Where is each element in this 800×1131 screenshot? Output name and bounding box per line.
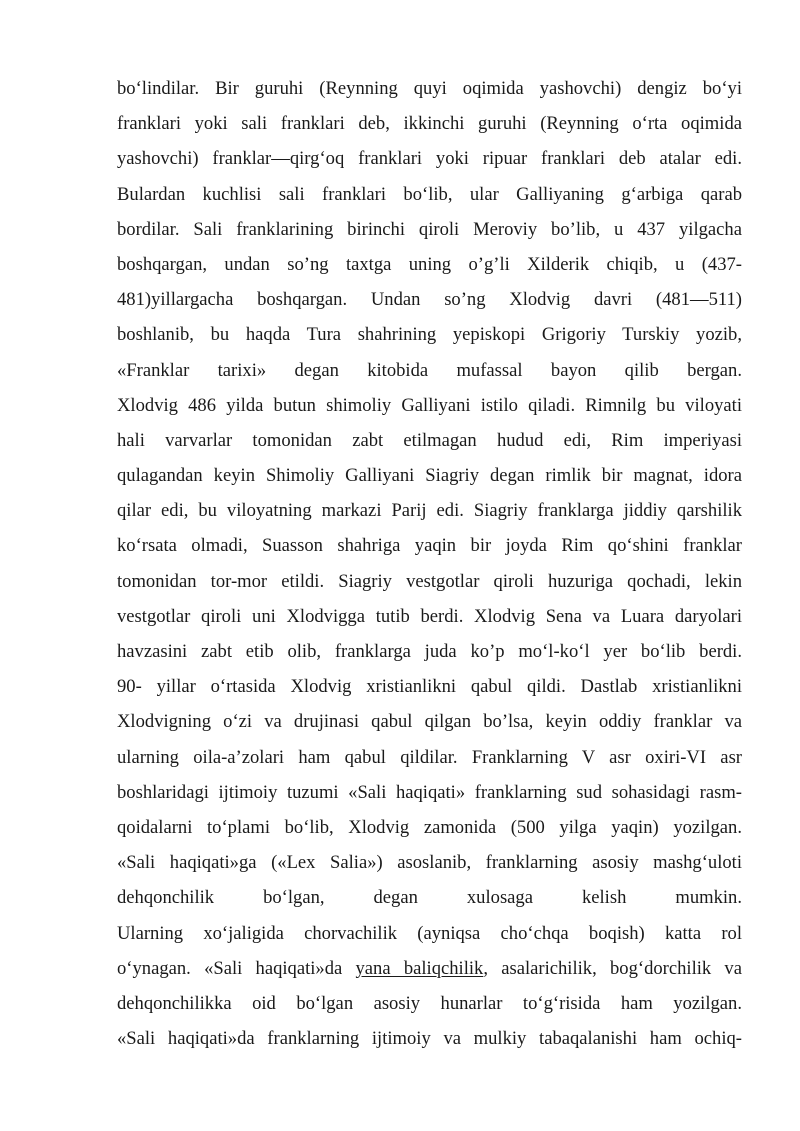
text-line: ko‘rsata olmadi, Suasson shahriga yaqin bir joyda Rim qo‘shini franklar <box>117 535 742 557</box>
line-segment-before: o‘ynagan. «Sali haqiqati»da <box>117 957 356 979</box>
text-line: boshlanib, bu haqda Tura shahrining yepiskopi Grigoriy Turskiy yozib, <box>117 324 742 346</box>
text-line: dehqonchilikka oid bo‘lgan asosiy hunarlar to‘g‘risida ham yozilgan. <box>117 992 742 1014</box>
text-line: Xlodvigning o‘zi va drujinasi qabul qilgan bo’lsa, keyin oddiy franklar va <box>117 711 742 733</box>
text-line: yashovchi) franklar—qirg‘oq franklari yoki ripuar franklari deb atalar edi. <box>117 148 742 170</box>
text-line: boshqargan, undan so’ng taxtga uning o’g’li Xilderik chiqib, u (437- <box>117 253 742 275</box>
text-line: tomonidan tor-mor etildi. Siagriy vestgotlar qiroli huzuriga qochadi, lekin <box>117 570 742 592</box>
text-line: franklari yoki sali franklari deb, ikkinchi guruhi (Reynning o‘rta oqimida <box>117 113 742 135</box>
body-text <box>117 71 742 1056</box>
text-line-with-link <box>117 951 742 986</box>
underlined-phrase: yana baliqchilik <box>355 957 484 979</box>
text-line: Ularning xo‘jaligida chorvachilik (ayniqsa cho‘chqa boqish) katta rol <box>117 922 742 944</box>
text-line: 90- yillar o‘rtasida Xlodvig xristianlikni qabul qildi. Dastlab xristianlikni <box>117 676 742 698</box>
text-line: «Sali haqiqati»da franklarning ijtimoiy va mulkiy tabaqalanishi ham ochiq- <box>117 1028 742 1050</box>
text-line: boshlaridagi ijtimoiy tuzumi «Sali haqiqati» franklarning sud sohasidagi rasm- <box>117 781 742 803</box>
text-line: «Sali haqiqati»ga («Lex Salia») asoslanib, franklarning asosiy mashg‘uloti <box>117 852 742 874</box>
text-line: Xlodvig 486 yilda butun shimoliy Galliyani istilo qiladi. Rimnilg bu viloyati <box>117 394 742 416</box>
line-segment-after: , asalarichilik, bog‘dorchilik va <box>483 957 742 979</box>
text-line: dehqonchilik bo‘lgan, degan xulosaga kelish mumkin. <box>117 887 742 909</box>
text-line: qulagandan keyin Shimoliy Galliyani Siagriy degan rimlik bir magnat, idora <box>117 465 742 487</box>
text-line: 481)yillargacha boshqargan. Undan so’ng Xlodvig davri (481—511) <box>117 289 742 311</box>
text-line: bordilar. Sali franklarining birinchi qiroli Meroviy bo’lib, u 437 yilgacha <box>117 218 742 240</box>
text-line: Bulardan kuchlisi sali franklari bo‘lib, ular Galliyaning g‘arbiga qarab <box>117 183 742 205</box>
text-line: bo‘lindilar. Bir guruhi (Reynning quyi oqimida yashovchi) dengiz bo‘yi <box>117 78 742 99</box>
text-line: ularning oila-a’zolari ham qabul qildilar. Franklarning V asr oxiri-VI asr <box>117 746 742 768</box>
text-line: «Franklar tarixi» degan kitobida mufassal bayon qilib bergan. <box>117 359 742 381</box>
text-line: hali varvarlar tomonidan zabt etilmagan hudud edi, Rim imperiyasi <box>117 429 742 451</box>
text-line: vestgotlar qiroli uni Xlodvigga tutib berdi. Xlodvig Sena va Luara daryolari <box>117 605 742 627</box>
text-line: qilar edi, bu viloyatning markazi Parij edi. Siagriy franklarga jiddiy qarshilik <box>117 500 742 522</box>
text-line: havzasini zabt etib olib, franklarga juda ko’p mo‘l-ko‘l yer bo‘lib berdi. <box>117 641 742 662</box>
text-line: qoidalarni to‘plami bo‘lib, Xlodvig zamonida (500 yilga yaqin) yozilgan. <box>117 816 742 838</box>
